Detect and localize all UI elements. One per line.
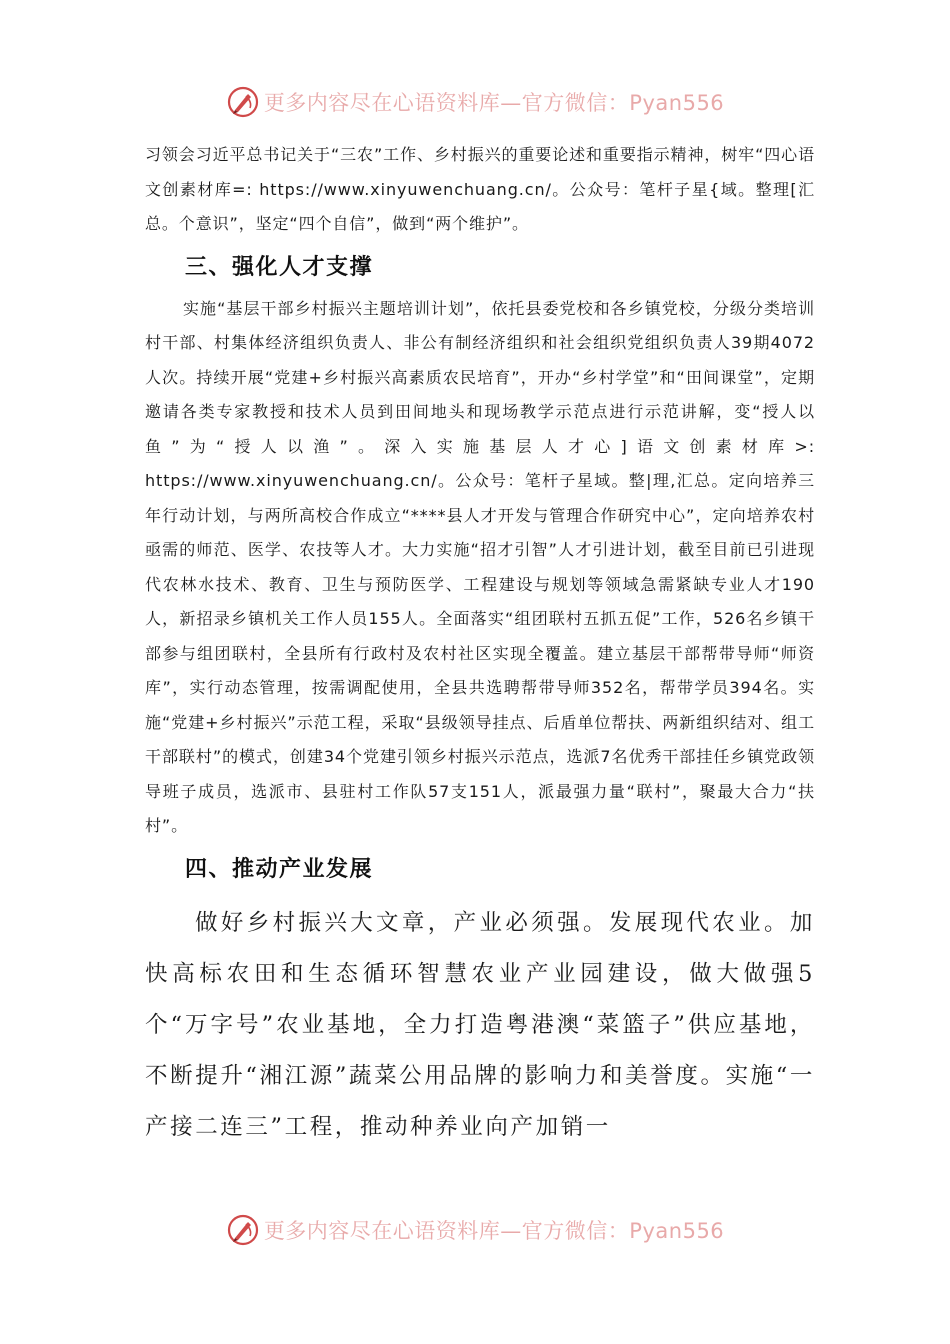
header-banner [0, 82, 950, 122]
footer-banner-inner [226, 1213, 724, 1247]
section-heading-3: 三、强化人才支撑 [185, 254, 374, 280]
footer-banner [0, 1210, 950, 1250]
section-heading-4: 四、推动产业发展 [185, 856, 374, 882]
paragraph-1: 习领会习近平总书记关于“三农”工作、乡村振兴的重要论述和重要指示精神，树牢“四心语文创素材库=: https://www.xinyuwenchuang.cn/。公众号：笔杆子星{域。整理[汇总。个意识”，坚定“四个自信”，做到“两个维护”。 [145, 145, 815, 233]
document-body [145, 138, 815, 1153]
footer-banner-text: 更多内容尽在心语资料库—官方微信：Pyan556 [263, 1219, 725, 1243]
pen-logo-icon [226, 1213, 260, 1247]
header-banner-inner [226, 85, 724, 119]
paragraph-3: 做好乡村振兴大文章，产业必须强。发展现代农业。加快高标农田和生态循环智慧农业产业园建设，做大做强5个“万字号”农业基地，全力打造粤港澳“菜篮子”供应基地，不断提升“湘江源”蔬菜公用品牌的影响力和美誉度。实施“一产接二连三”工程，推动种养业向产加销一 [145, 909, 815, 1140]
header-banner-text: 更多内容尽在心语资料库—官方微信：Pyan556 [263, 91, 725, 115]
paragraph-2: 实施“基层干部乡村振兴主题培训计划”，依托县委党校和各乡镇党校，分级分类培训村干部、村集体经济组织负责人、非公有制经济组织和社会组织党组织负责人39期4072人次。持续开展“党建+乡村振兴高素质农民培育”，开办“乡村学堂”和“田间课堂”，定期邀请各类专家教授和技术人员到田间地头和现场教学示范点进行示范讲解，变“授人以鱼”为“授人以渔”。深入实施基层人才心]语文创素材库>: https://www.xinyuwenchuang.cn/。公众号：笔杆子星域。整|理,汇总。定向培养三年行动计划，与两所高校合作成立“****县人才开发与管理合作研究中心”，定向培养农村亟需的师范、医学、农技等人才。大力实施“招才引智”人才引进计划，截至目前已引进现代农林水技术、教育、卫生与预防医学、工程建设与规划等领域急需紧缺专业人才190人，新招录乡镇机关工作人员155人。全面落实“组团联村五抓五促”工作，526名乡镇干部参与组团联村，全县所有行政村及农村社区实现全覆盖。建立基层干部帮带导师“师资库”，实行动态管理，按需调配使用，全县共选聘帮带导师352名，帮带学员394名。实施“党建+乡村振兴”示范工程，采取“县级领导挂点、后盾单位帮扶、两新组织结对、组工干部联村”的模式，创建34个党建引领乡村振兴示范点，选派7名优秀干部挂任乡镇党政领导班子成员，选派市、县驻村工作队57支151人，派最强力量“联村”，聚最大合力“扶村”。 [145, 298, 815, 835]
pen-logo-icon [226, 85, 260, 119]
